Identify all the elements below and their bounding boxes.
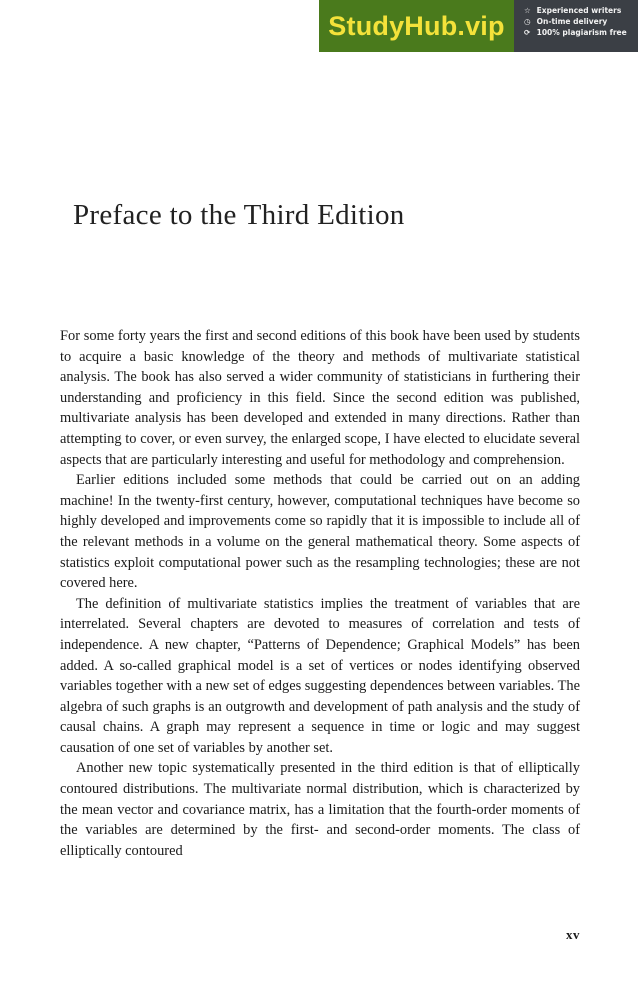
feature-label: Experienced writers bbox=[536, 6, 622, 15]
document-body bbox=[60, 326, 580, 861]
paragraph-4: Another new topic systematically presented in the third edition is that of elliptically contoured distributions. The multivariate normal distribution, which is characterized by the mean vector and covariance matrix, has a limitation that the fourth-order moments of the variables are determined by the first- and second-order moments. The class of elliptically contoured bbox=[60, 760, 580, 859]
star-icon: ☆ bbox=[524, 6, 531, 15]
feature-on-time-delivery bbox=[524, 16, 638, 27]
paragraph-3: The definition of multivariate statistics implies the treatment of variables that are interrelated. Several chapters are devoted to measures of correlation and tests of independence. A new chapter, “Patterns of Dependence; Graphical Models” has been added. A so-called graphical model is a set of vertices or nodes identifying observed variables together with a new set of edges suggesting dependences between variables. The algebra of such graphs is an outgrowth and development of path analysis and the study of causal chains. A graph may represent a sequence in time or logic and may suggest causation of one set of variables by another set. bbox=[60, 595, 580, 756]
refresh-icon: ⟳ bbox=[524, 28, 531, 37]
paragraph-1: For some forty years the first and second editions of this book have been used by students to acquire a basic knowledge of the theory and methods of multivariate statistical analysis. The book has also served a wider community of statisticians in furthering their understanding and proficiency in this field. Since the second edition was published, multivariate analysis has been developed and extended in many directions. Rather than attempting to cover, or even survey, the enlarged scope, I have elected to elucidate several aspects that are particularly interesting and useful for methodology and comprehension. bbox=[60, 328, 580, 468]
feature-plagiarism-free bbox=[524, 27, 638, 38]
clock-icon: ◷ bbox=[524, 17, 531, 26]
page-number: xv bbox=[566, 927, 580, 942]
feature-label: On-time delivery bbox=[536, 17, 608, 26]
ad-banner[interactable] bbox=[319, 0, 638, 52]
brand-logo-box[interactable] bbox=[319, 0, 514, 52]
brand-logo: StudyHub.vip bbox=[328, 10, 505, 41]
feature-experienced-writers bbox=[524, 5, 638, 16]
paragraph-2: Earlier editions included some methods that could be carried out on an adding machine! In the twenty-first century, however, computational techniques have become so highly developed and improvements come so rapidly that it is impossible to include all of the relevant methods in a volume on the general mathematical theory. Some aspects of statistics exploit computational power such as the resampling technologies; these are not covered here. bbox=[60, 472, 580, 592]
banner-features bbox=[514, 0, 638, 52]
feature-label: 100% plagiarism free bbox=[536, 28, 627, 37]
page-title: Preface to the Third Edition bbox=[73, 199, 405, 231]
